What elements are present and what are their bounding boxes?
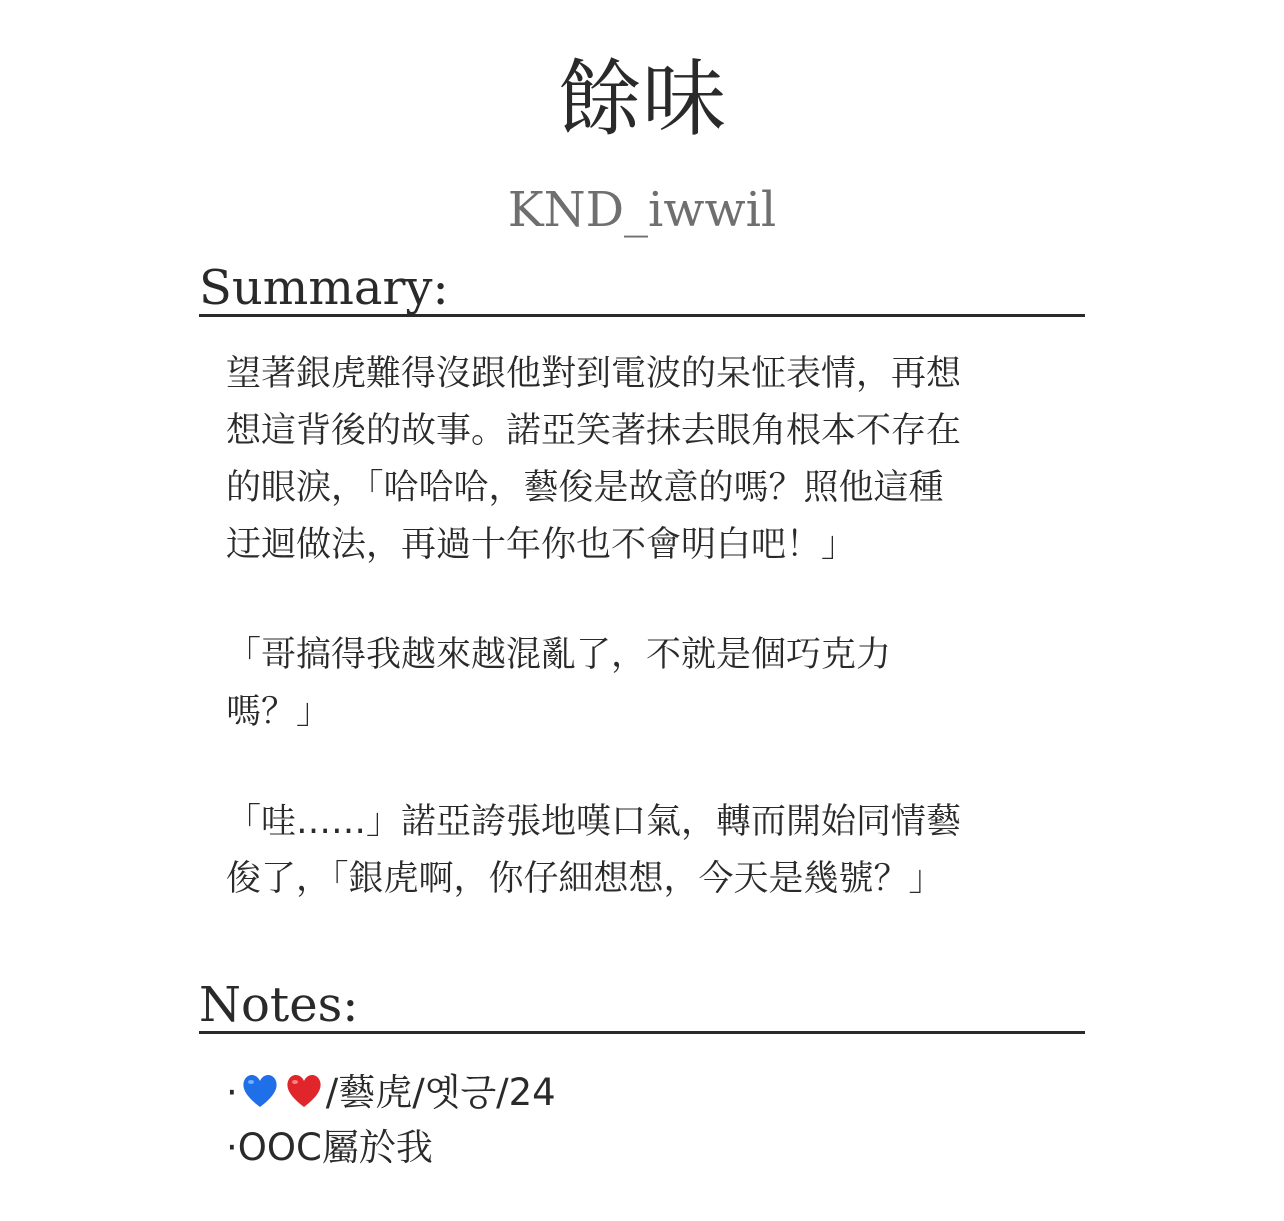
red-heart-icon bbox=[284, 1071, 324, 1111]
notes-line bbox=[226, 1065, 1076, 1120]
notes-body bbox=[226, 1065, 1076, 1175]
notes-line-text: /藝虎/옛긍/24 bbox=[325, 1071, 556, 1114]
notes-heading: Notes: bbox=[199, 979, 1085, 1034]
blue-heart-icon bbox=[240, 1071, 280, 1111]
notes-line: ·OOC屬於我 bbox=[226, 1126, 433, 1169]
summary-heading: Summary: bbox=[199, 262, 1085, 317]
summary-body bbox=[226, 346, 1076, 961]
bullet: · bbox=[226, 1071, 238, 1114]
work-author[interactable]: KND_iwwil bbox=[507, 182, 777, 238]
work-title: 餘味 bbox=[557, 50, 726, 148]
summary-paragraph: 「哥搞得我越來越混亂了，不就是個巧克力 嗎？」 bbox=[226, 635, 892, 732]
summary-paragraph: 「哇……」諾亞誇張地嘆口氣，轉而開始同情藝 俊了，「銀虎啊，你仔細想想，今天是幾號？」 bbox=[226, 802, 962, 899]
summary-paragraph: 望著銀虎難得沒跟他對到電波的呆怔表情，再想 想這背後的故事。諾亞笑著抹去眼角根本不存在 的眼淚，「哈哈哈，藝俊是故意的嗎？照他這種 迂迴做法，再過十年你也不會明白吧！」 bbox=[226, 354, 962, 565]
